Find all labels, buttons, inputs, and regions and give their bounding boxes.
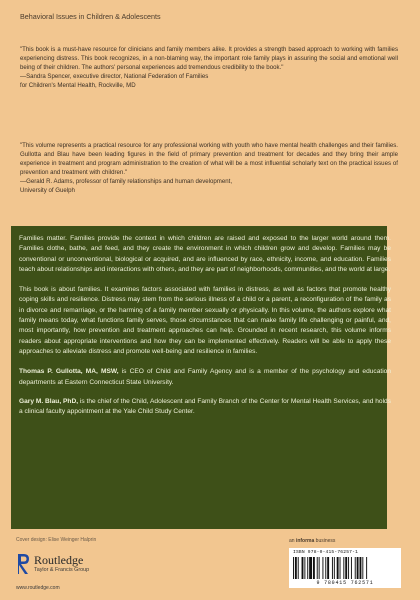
endorsement-quote-2 bbox=[20, 141, 398, 195]
description-paragraph: Families matter. Families provide the context in which children are raised and exposed to the larger world around them. Families clothe, bathe, and feed, and they create the environment in which children grow and develop. Families may be conventional or unconventional, biological or acquired, and are influenced by race, ethnicity, income, and education. Families teach about relationships and interactions with others, and they are part of neighborhoods, communities, and the world at large. bbox=[19, 235, 391, 273]
quote-attribution-line: University of Guelph bbox=[20, 187, 75, 194]
quote-attribution-line: for Children's Mental Health, Rockville, MD bbox=[20, 82, 136, 89]
informa-suffix: business bbox=[314, 538, 336, 544]
description-paragraph: This book is about families. It examines factors associated with families in distress, as well as factors that promote healthy coping skills and resilience. Distress may stem from the serious illness of a child or a parent, a reconfiguration of the family as in divorce and remarriage, or the harming of a family member sexually or physically. In this volume, the authors explore what family means today, what functions family serves, those circumstances that can make family life challenging or painful, and, most importantly, how prevention and treatment approaches can help. Grounded in recent research, this volume informs readers about appropriate interventions and how they can be implemented effectively. Readers will be able to apply these approaches to alleviate distress and promote well-being and resilience in families. bbox=[19, 286, 391, 355]
publisher-website: www.routledge.com bbox=[16, 585, 60, 591]
quote-attribution-line: —Gerald R. Adams, professor of family relationships and human development, bbox=[20, 178, 233, 185]
quote-text: "This book is a must-have resource for clinicians and family members alike. It provides a strength based approach to working with families experiencing distress. This book recognizes, in a non-blaming way, the important role family plays in assuring the social and emotional well being of their children. The authors' personal experiences add tremendous credibility to the book." bbox=[20, 46, 398, 71]
description-panel bbox=[11, 226, 391, 529]
barcode-number: 9 780415 762571 bbox=[316, 580, 374, 586]
routledge-logo-icon bbox=[16, 552, 30, 576]
quote-text: "This volume represents a practical resource for any professional working with youth who have mental health challenges and their families. Gullotta and Blau have been leading figures in the field of primary prevention and treatment for decades and they bring their ample experience in treatment and program administration to the creation of what will be a most influential scholarly text on the practical issues of prevention and treatment with children." bbox=[20, 142, 398, 176]
isbn-barcode bbox=[289, 548, 401, 588]
author-bio-text: is CEO of Child and Family Agency and is a member of the psychology and education departments at Eastern Connecticut State University. bbox=[19, 368, 391, 386]
informa-brand: informa bbox=[295, 538, 315, 544]
cover-design-credit: Cover design: Elise Weinger Halprin bbox=[16, 537, 97, 543]
author-bio-text: is the chief of the Child, Adolescent and Family Branch of the Center for Mental Health Services, and holds a clinical faculty appointment at the Yale Child Study Center. bbox=[19, 397, 391, 416]
author-name: Thomas P. Gullotta, MA, MSW, bbox=[19, 368, 119, 376]
publisher-name: Routledge bbox=[34, 553, 84, 567]
publisher-group: Taylor & Francis Group bbox=[34, 567, 90, 573]
quote-attribution-line: —Sandra Spencer, executive director, National Federation of Families bbox=[20, 73, 209, 80]
author-bio bbox=[19, 367, 391, 388]
author-bio bbox=[19, 397, 391, 418]
endorsement-quote-1 bbox=[20, 45, 398, 90]
author-name: Gary M. Blau, PhD, bbox=[19, 397, 79, 405]
publisher-logo bbox=[16, 552, 89, 576]
book-category: Behavioral Issues in Children & Adolescents bbox=[20, 12, 161, 21]
informa-business-tag bbox=[289, 538, 335, 544]
barcode-icon bbox=[293, 557, 397, 579]
isbn-label: ISBN 978-0-415-76257-1 bbox=[293, 550, 359, 555]
informa-prefix: an bbox=[289, 538, 296, 544]
